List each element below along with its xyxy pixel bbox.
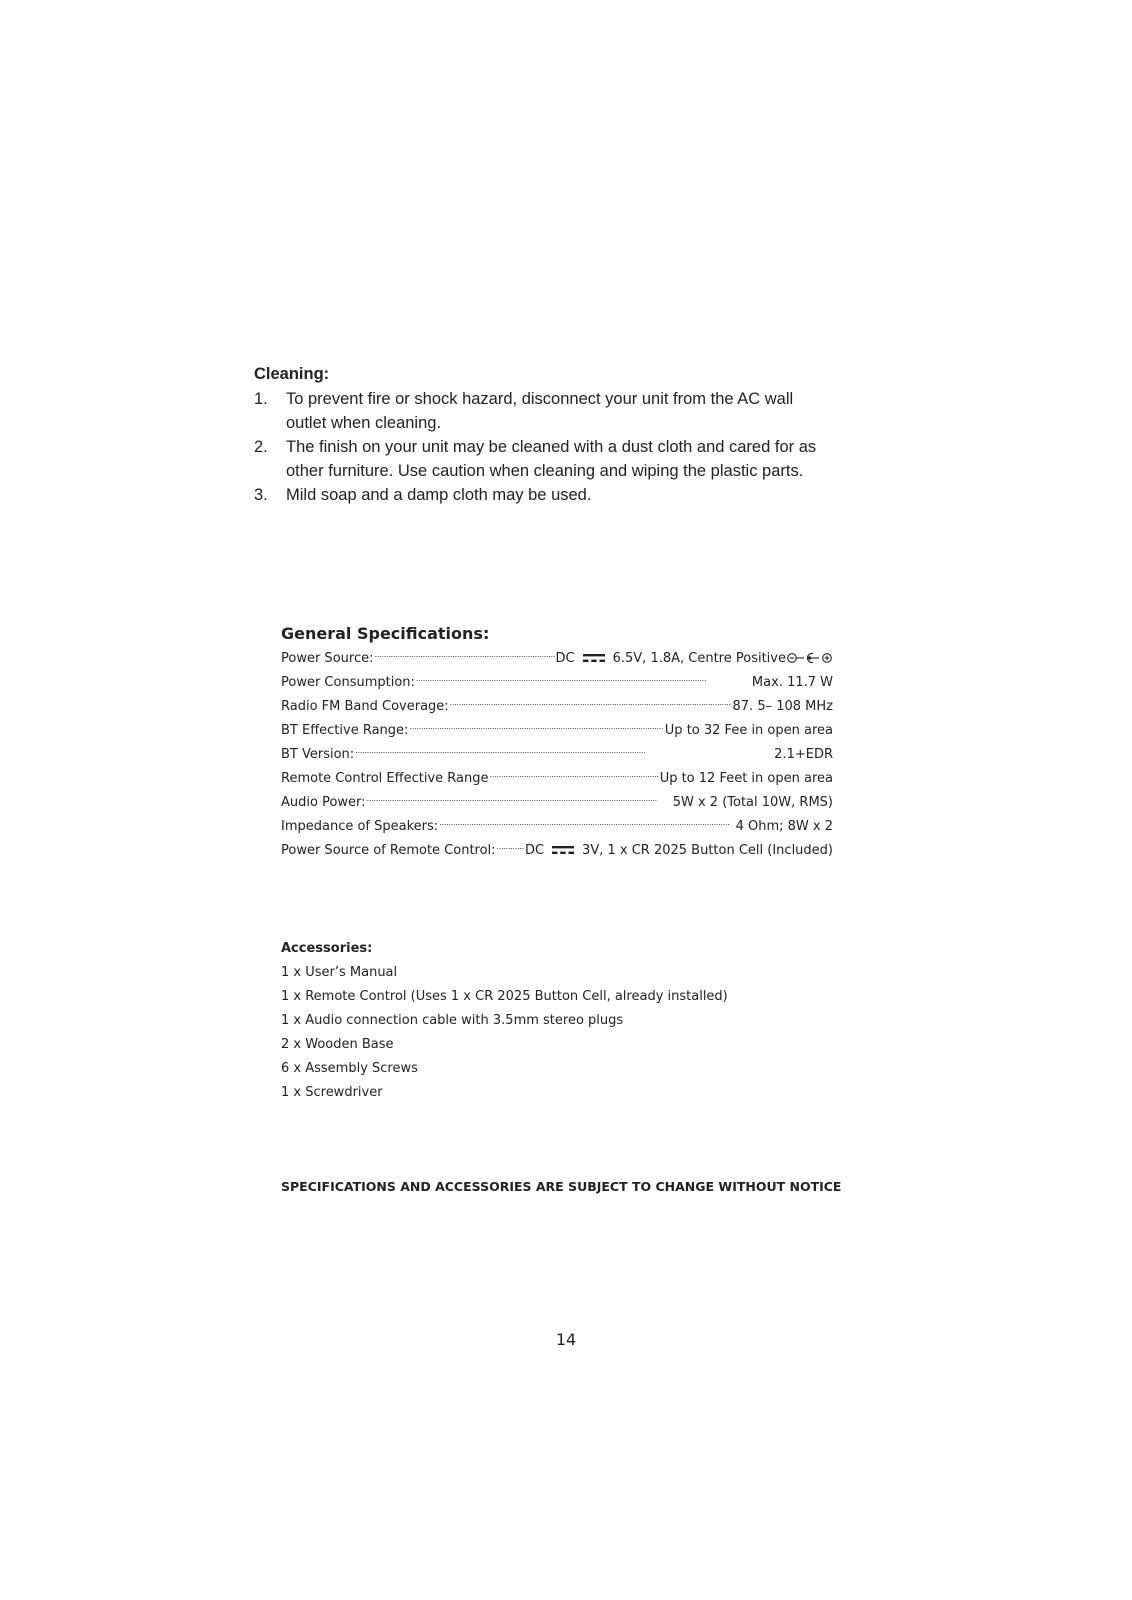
dot-leader <box>409 718 663 742</box>
spec-label: Radio FM Band Coverage: <box>281 698 449 714</box>
cleaning-item-2 <box>254 435 844 483</box>
cleaning-item-3 <box>254 483 844 507</box>
spec-row-audio-power <box>281 790 833 814</box>
cleaning-item-number: 3. <box>254 486 268 504</box>
accessories-section <box>281 937 841 1105</box>
spec-label: Audio Power: <box>281 794 366 810</box>
spec-row-remote-range <box>281 766 833 790</box>
dot-leader <box>497 838 524 862</box>
spec-value-text: 6.5V, 1.8A, Centre Positive <box>612 650 786 666</box>
spec-label: BT Effective Range: <box>281 722 409 738</box>
cleaning-item-line: To prevent fire or shock hazard, disconnect your unit from the AC wall <box>286 390 794 408</box>
spec-row-bt-range <box>281 718 833 742</box>
spec-value: 2.1+EDR <box>774 746 833 762</box>
dot-leader <box>367 790 672 814</box>
cleaning-section <box>254 362 844 507</box>
change-notice: SPECIFICATIONS AND ACCESSORIES ARE SUBJECT TO CHANGE WITHOUT NOTICE <box>281 1179 842 1194</box>
dot-leader <box>416 670 751 694</box>
dot-leader <box>450 694 732 718</box>
dc-current-icon <box>552 846 574 855</box>
accessory-item: 1 x Screwdriver <box>281 1085 383 1100</box>
spec-value: 4 Ohm; 8W x 2 <box>735 818 833 834</box>
dc-current-icon <box>583 654 605 663</box>
centre-positive-polarity-icon <box>787 651 833 665</box>
cleaning-title: Cleaning: <box>254 365 330 383</box>
spec-value: Up to 12 Feet in open area <box>659 770 833 786</box>
dot-leader <box>489 766 658 790</box>
cleaning-item-number: 1. <box>254 390 268 408</box>
cleaning-item-line: outlet when cleaning. <box>286 414 442 432</box>
cleaning-item-1 <box>254 387 844 435</box>
dot-leader <box>355 742 773 766</box>
cleaning-item-number: 2. <box>254 438 268 456</box>
spec-value: Up to 32 Fee in open area <box>664 722 833 738</box>
spec-row-bt-version <box>281 742 833 766</box>
dot-leader <box>439 814 734 838</box>
accessory-item: 1 x User’s Manual <box>281 965 398 980</box>
accessory-item: 2 x Wooden Base <box>281 1037 394 1052</box>
spec-value <box>525 843 833 858</box>
spec-value-prefix: DC <box>524 842 545 858</box>
accessory-item: 1 x Remote Control (Uses 1 x CR 2025 Button Cell, already installed) <box>281 989 728 1004</box>
spec-label: BT Version: <box>281 746 355 762</box>
spec-row-fm-band <box>281 694 833 718</box>
cleaning-item-line: other furniture. Use caution when cleaning and wiping the plastic parts. <box>286 462 804 480</box>
spec-label: Power Consumption: <box>281 674 415 690</box>
spec-value-text: 3V, 1 x CR 2025 Button Cell (Included) <box>582 842 833 858</box>
spec-label: Impedance of Speakers: <box>281 818 439 834</box>
accessory-item: 1 x Audio connection cable with 3.5mm stereo plugs <box>281 1013 624 1028</box>
spec-row-power-consumption <box>281 670 833 694</box>
accessories-title: Accessories: <box>281 941 373 956</box>
spec-label: Remote Control Effective Range <box>281 770 489 786</box>
spec-row-impedance <box>281 814 833 838</box>
spec-value: 5W x 2 (Total 10W, RMS) <box>672 794 833 810</box>
cleaning-item-line: Mild soap and a damp cloth may be used. <box>286 486 592 504</box>
accessory-item: 6 x Assembly Screws <box>281 1061 418 1076</box>
spec-value: Max. 11.7 W <box>751 674 833 690</box>
spec-label: Power Source: <box>281 650 374 666</box>
spec-row-remote-power <box>281 838 833 862</box>
page-number: 14 <box>555 1330 577 1349</box>
spec-row-power-source <box>281 646 833 670</box>
spec-value <box>556 651 833 666</box>
cleaning-item-line: The finish on your unit may be cleaned with a dust cloth and cared for as <box>286 438 817 456</box>
specifications-title: General Specifications: <box>281 624 490 643</box>
spec-label: Power Source of Remote Control: <box>281 842 496 858</box>
spec-value-prefix: DC <box>555 650 575 666</box>
spec-value: 87. 5– 108 MHz <box>732 698 833 714</box>
dot-leader <box>374 646 554 670</box>
specifications-section <box>281 624 833 862</box>
